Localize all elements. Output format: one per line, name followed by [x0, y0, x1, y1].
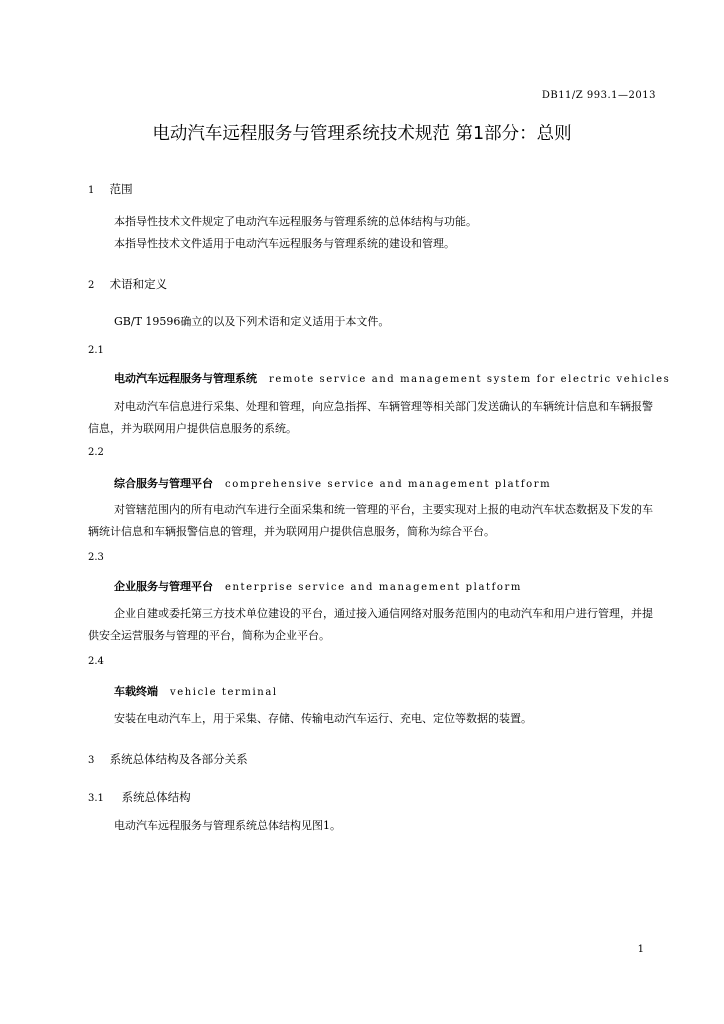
subsection-number: 3.1 [88, 793, 104, 804]
section-1-paragraph-1: 本指导性技术文件规定了电动汽车远程服务与管理系统的总体结构与功能。 [114, 215, 477, 228]
term-number: 2.1 [88, 345, 104, 356]
term-definition: 对电动汽车信息进行采集、处理和管理，向应急指挥、车辆管理等相关部门发送确认的车辆统计信息和车辆报警信息，并为联网用户提供信息服务的系统。 [88, 400, 653, 435]
document-title: 电动汽车远程服务与管理系统技术规范 第1部分：总则 [152, 124, 572, 144]
term-chinese: 综合服务与管理平台 [114, 477, 213, 490]
section-number: 1 [88, 185, 95, 196]
term-english: comprehensive service and management platform [225, 479, 552, 490]
term-number: 2.2 [88, 447, 104, 458]
term-english: enterprise service and management platform [225, 582, 523, 593]
section-title: 术语和定义 [109, 277, 168, 291]
standard-code: DB11/Z 993.1—2013 [541, 90, 656, 101]
term-entry [114, 475, 551, 491]
term-definition: 对管辖范围内的所有电动汽车进行全面采集和统一管理的平台，主要实现对上报的电动汽车状态数据及下发的车辆统计信息和车辆报警信息的管理，并为联网用户提供信息服务，简称为综合平台。 [88, 503, 653, 538]
subsection-3-1-text: 电动汽车远程服务与管理系统总体结构见图1。 [114, 819, 341, 832]
section-title: 范围 [109, 182, 133, 196]
subsection-3-1-heading [88, 789, 191, 805]
term-number: 2.4 [88, 656, 104, 667]
section-2-intro: GB/T 19596确立的以及下列术语和定义适用于本文件。 [114, 315, 390, 328]
term-english: remote service and management system for electric vehicles [269, 374, 671, 385]
term-chinese: 车载终端 [114, 685, 158, 698]
subsection-title: 系统总体结构 [121, 790, 191, 804]
term-definition: 企业自建或委托第三方技术单位建设的平台，通过接入通信网络对服务范围内的电动汽车和用户进行管理，并提供安全运营服务与管理的平台，简称为企业平台。 [88, 607, 653, 642]
term-entry [114, 683, 278, 699]
section-title: 系统总体结构及各部分关系 [109, 752, 248, 766]
term-entry [114, 578, 522, 594]
section-number: 3 [88, 755, 95, 766]
section-1-paragraph-2: 本指导性技术文件适用于电动汽车远程服务与管理系统的建设和管理。 [114, 237, 455, 250]
term-number: 2.3 [88, 552, 104, 563]
section-1-heading [88, 181, 133, 197]
section-number: 2 [88, 280, 95, 291]
section-2-heading [88, 276, 167, 292]
term-chinese: 电动汽车远程服务与管理系统 [114, 372, 257, 385]
section-3-heading [88, 751, 248, 767]
term-entry [114, 370, 670, 386]
term-definition: 安装在电动汽车上，用于采集、存储、传输电动汽车运行、充电、定位等数据的装置。 [114, 712, 532, 725]
term-chinese: 企业服务与管理平台 [114, 580, 213, 593]
page-number: 1 [637, 944, 644, 955]
term-english: vehicle terminal [170, 687, 278, 698]
